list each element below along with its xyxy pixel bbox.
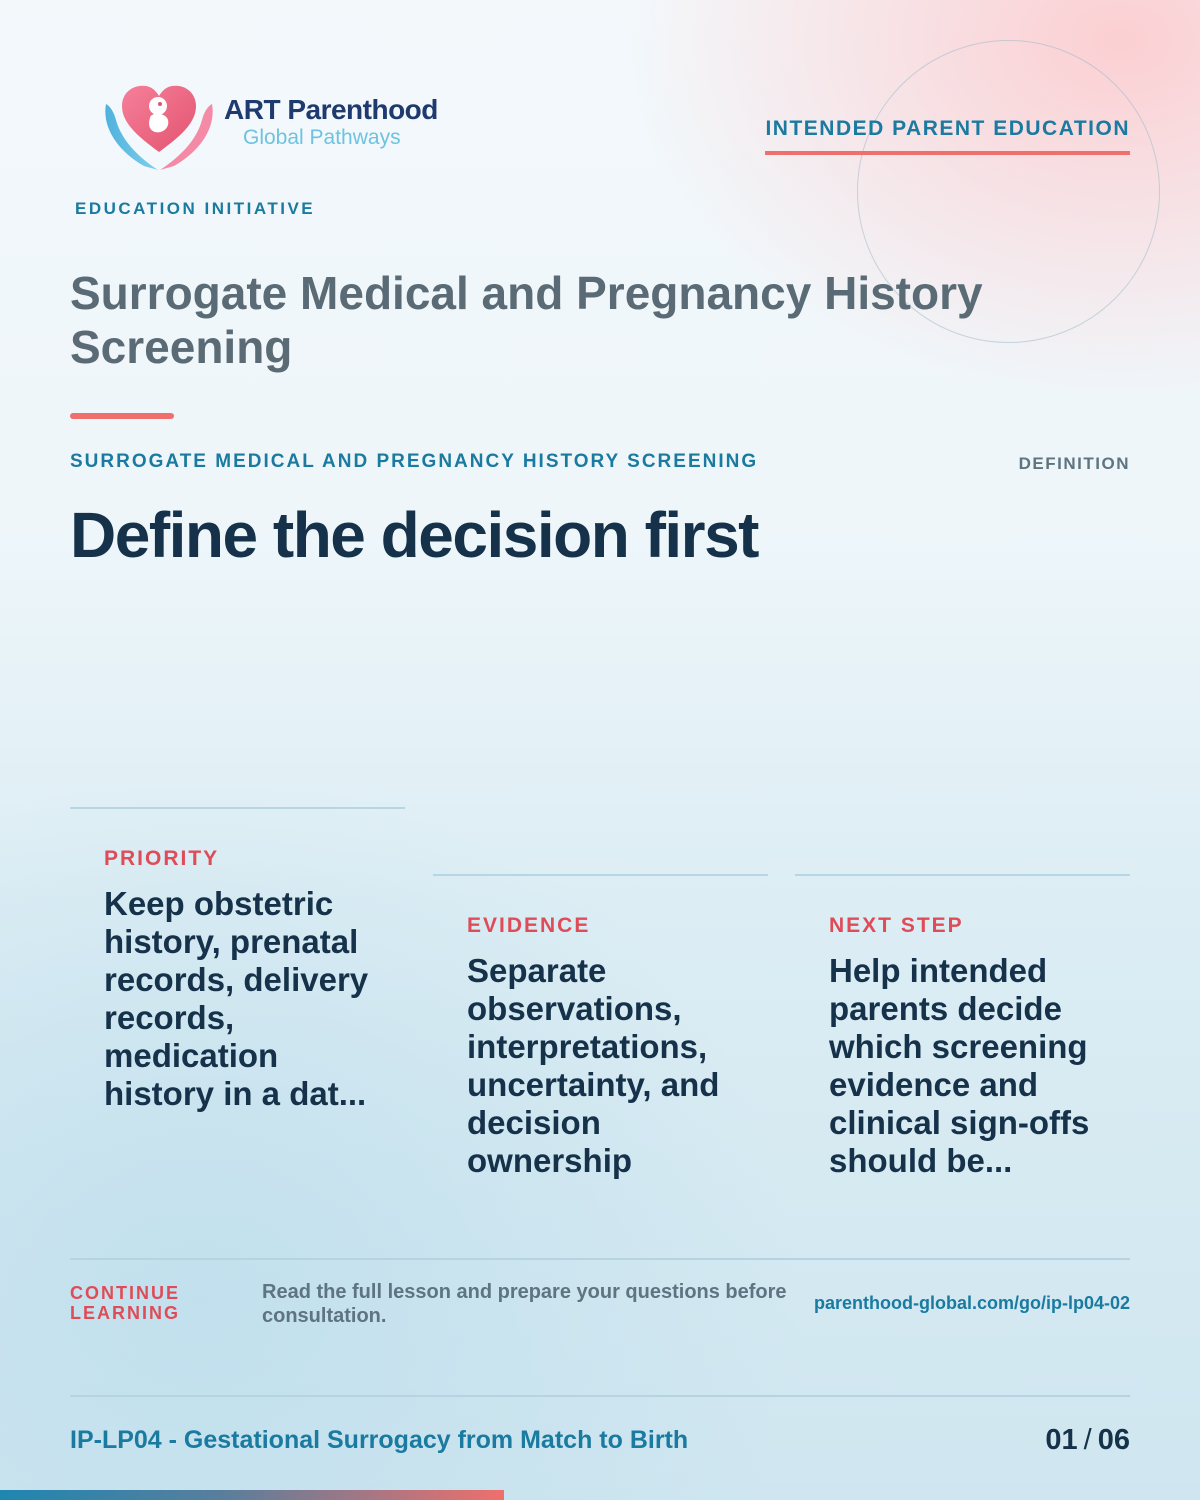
continue-learning-label: CONTINUE LEARNING (70, 1283, 180, 1323)
page-current: 01 (1045, 1424, 1078, 1456)
card-evidence (433, 874, 768, 1180)
brand-name: ART Parenthood (224, 94, 438, 125)
card-label: PRIORITY (104, 847, 220, 870)
title-accent-rule (70, 413, 174, 419)
card-text: Help intended parents decide which screening evidence and clinical sign-offs should be... (829, 952, 1090, 1179)
card-text: Keep obstetric history, prenatal records, delivery records, medication history in a dat... (104, 885, 369, 1112)
continue-learning-text: Read the full lesson and prepare your questions before consultation. (262, 1281, 787, 1327)
page-total: 06 (1097, 1424, 1130, 1456)
divider (70, 1258, 1130, 1260)
section-label: SURROGATE MEDICAL AND PREGNANCY HISTORY SCREENING (70, 451, 759, 472)
main-heading: Define the decision first (70, 499, 758, 571)
audience-tag: INTENDED PARENT EDUCATION (765, 117, 1130, 155)
card-label: NEXT STEP (829, 914, 964, 937)
heart-hands-logo-icon (100, 74, 218, 172)
section-tag: DEFINITION (1018, 454, 1130, 473)
card-label: EVIDENCE (467, 914, 591, 937)
course-title: IP-LP04 - Gestational Surrogacy from Match to Birth (70, 1426, 689, 1454)
card-text: Separate observations, interpretations, uncertainty, and decision ownership (467, 952, 720, 1179)
initiative-label: EDUCATION INITIATIVE (75, 199, 316, 218)
lesson-link[interactable]: parenthood-global.com/go/ip-lp04-02 (813, 1293, 1130, 1313)
progress-bar (0, 1490, 1200, 1500)
page-indicator: 01 / 06 (1045, 1424, 1130, 1456)
progress-fill (0, 1490, 504, 1500)
divider (70, 1395, 1130, 1397)
card-next-step (795, 874, 1130, 1180)
brand-subtitle: Global Pathways (243, 126, 401, 149)
page-title: Surrogate Medical and Pregnancy History Screening (70, 267, 983, 373)
card-priority (70, 807, 405, 1113)
